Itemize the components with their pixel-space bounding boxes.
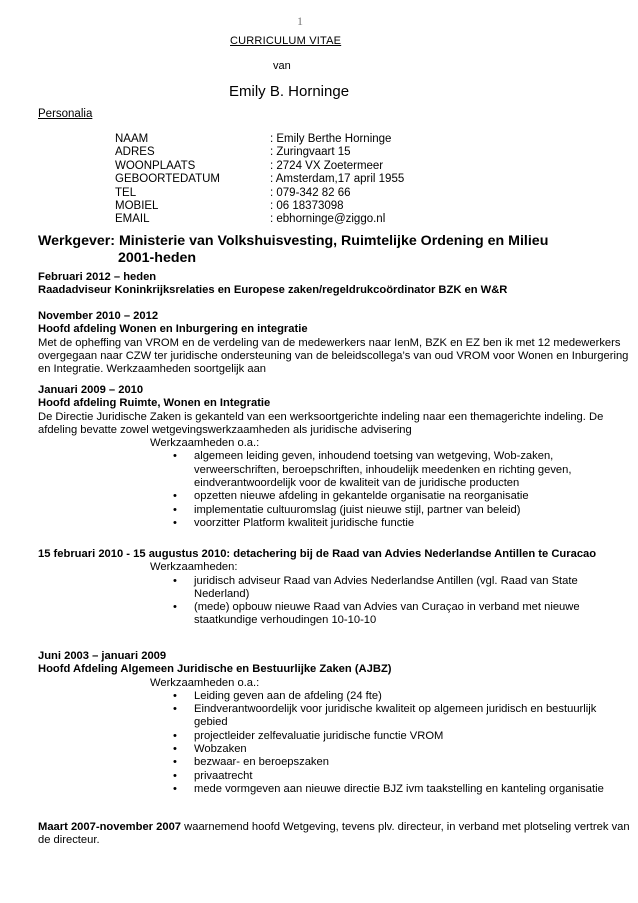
list-item: • Wobzaken <box>38 743 633 756</box>
personalia-table <box>115 133 404 227</box>
list-item: • Leiding geven aan de afdeling (24 fte) <box>38 690 633 703</box>
list-item: • bezwaar- en beroepszaken <box>38 756 633 769</box>
personalia-row <box>115 187 404 200</box>
section-text: De Directie Juridische Zaken is gekanteld van een werksoortgerichte indeling naar een themagerichte indeling. De afdeling bevatte zowel wetgevingswerkzaamheden als juridische advisering <box>38 410 604 436</box>
section-period: 15 februari 2010 - 15 augustus 2010: detachering bij de Raad van Advies Nederlandse Antillen te Curacao <box>38 548 597 560</box>
list-item: • privaatrecht <box>38 770 633 783</box>
task-list <box>38 575 633 628</box>
document-title: CURRICULUM VITAE <box>230 35 342 47</box>
personalia-row <box>115 173 404 186</box>
list-item: • juridisch adviseur Raad van Advies Nederlandse Antillen (vgl. Raad van State Nederland) <box>38 575 633 602</box>
section-text: waarnemend hoofd Wetgeving, tevens plv. directeur, in verband met plotseling vertrek van de directeur. <box>38 821 630 847</box>
section-period: Februari 2012 – heden <box>38 271 157 283</box>
personalia-row <box>115 146 404 159</box>
section-role: Hoofd Afdeling Algemeen Juridische en Bestuurlijke Zaken (AJBZ) <box>38 663 392 676</box>
person-name: Emily B. Horninge <box>229 83 350 100</box>
section-jan-2009 <box>38 384 633 530</box>
section-period: Juni 2003 – januari 2009 <box>38 650 167 662</box>
personalia-value: : 079-342 82 66 <box>270 186 351 199</box>
list-item: • Eindverantwoordelijk voor juridische kwaliteit op algemeen juridisch en bestuurlijk gebied <box>38 703 633 730</box>
section-role: Hoofd afdeling Ruimte, Wonen en Integratie <box>38 397 271 410</box>
personalia-value: : 2724 VX Zoetermeer <box>270 159 384 172</box>
personalia-label: MOBIEL <box>115 200 159 213</box>
personalia-heading: Personalia <box>38 108 93 120</box>
section-period: November 2010 – 2012 <box>38 310 159 322</box>
personalia-value: : ebhorninge@ziggo.nl <box>270 213 386 226</box>
page-number: 1 <box>297 14 303 28</box>
werkgever-heading <box>38 233 628 267</box>
section-role: Hoofd afdeling Wonen en Inburgering en integratie <box>38 323 308 336</box>
personalia-label: ADRES <box>115 146 155 159</box>
task-list <box>38 450 633 530</box>
section-jun-2003 <box>38 650 633 796</box>
list-item: • algemeen leiding geven, inhoudend toetsing van wetgeving, Wob-zaken, verweerschriften, beroepschriften, inhoudelijk meedenken en richting geven, eindverantwoordelijk voor de kwaliteit van de juridische producten <box>38 450 633 490</box>
personalia-label: NAAM <box>115 133 149 145</box>
task-list <box>38 690 633 796</box>
personalia-value: : 06 18373098 <box>270 200 344 213</box>
section-period: Maart 2007-november 2007 <box>38 821 182 833</box>
tasks-label: Werkzaamheden: <box>150 561 238 574</box>
section-period: Januari 2009 – 2010 <box>38 384 144 396</box>
werkgever-line2: 2001-heden <box>118 250 197 266</box>
section-text: Met de opheffing van VROM en de verdeling van de medewerkers naar IenM, BZK en EZ ben ik met 12 medewerkers overgegaan naar CZW ter juridische ondersteuning van de beleidscollega’s van oud VROM voor Wonen en Inburgering en Integratie. Werkzaamheden soortgelijk aan <box>38 336 629 376</box>
section-mar-2007 <box>38 821 633 848</box>
section-role: Raadadviseur Koninkrijksrelaties en Europese zaken/regeldrukcoördinator BZK en W&R <box>38 284 508 297</box>
personalia-value: : Emily Berthe Horninge <box>270 133 392 145</box>
tasks-label: Werkzaamheden o.a.: <box>150 676 260 689</box>
list-item: • projectleider zelfevaluatie juridische functie VROM <box>38 730 633 743</box>
personalia-label: GEBOORTEDATUM <box>115 173 220 186</box>
personalia-row <box>115 133 404 146</box>
section-feb-2010 <box>38 548 633 628</box>
personalia-label: EMAIL <box>115 213 150 226</box>
personalia-row <box>115 200 404 213</box>
personalia-value: : Zuringvaart 15 <box>270 146 351 159</box>
personalia-label: WOONPLAATS <box>115 159 196 172</box>
van-label: van <box>273 60 291 72</box>
personalia-row <box>115 160 404 173</box>
personalia-row <box>115 213 404 226</box>
list-item: • opzetten nieuwe afdeling in gekantelde organisatie na reorganisatie <box>38 490 633 503</box>
personalia-label: TEL <box>115 186 137 199</box>
section-feb-2012 <box>38 271 633 298</box>
werkgever-line1: Werkgever: Ministerie van Volkshuisvesting, Ruimtelijke Ordening en Milieu <box>38 233 549 249</box>
list-item: • (mede) opbouw nieuwe Raad van Advies van Curaçao in verband met nieuwe staatkundige verhoudingen 10-10-10 <box>38 601 633 628</box>
tasks-label: Werkzaamheden o.a.: <box>150 437 260 450</box>
list-item: • implementatie cultuuromslag (juist nieuwe stijl, partner van beleid) <box>38 504 633 517</box>
list-item: • mede vormgeven aan nieuwe directie BJZ ivm taakstelling en kanteling organisatie <box>38 783 633 796</box>
section-nov-2010 <box>38 310 633 376</box>
list-item: • voorzitter Platform kwaliteit juridische functie <box>38 517 633 530</box>
personalia-value: : Amsterdam,17 april 1955 <box>270 173 405 186</box>
section-text-wrapper <box>38 821 633 848</box>
